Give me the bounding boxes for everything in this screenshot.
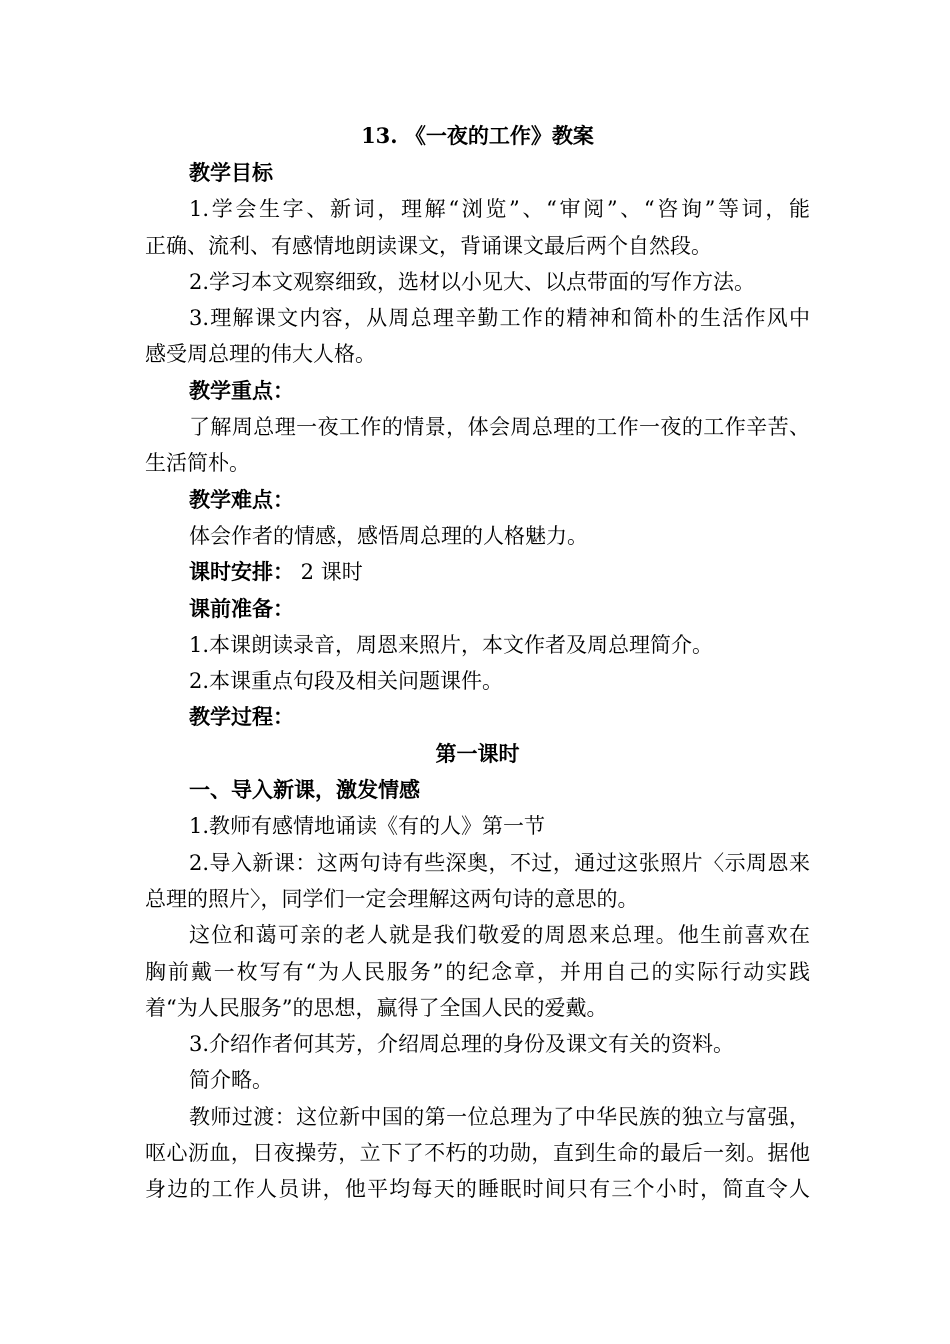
heading-objectives: 教学目标 <box>189 160 273 185</box>
transition-line-3: 身边的工作人员讲，他平均每天的睡眠时间只有三个小时，简直令人 <box>145 1177 810 1202</box>
objective-1-line-2: 正确、流利、有感情地朗读课文，背诵课文最后两个自然段。 <box>145 233 712 258</box>
schedule-row <box>145 554 810 590</box>
objective-1-line-1: 1.学会生字、新词，理解“浏览”、“审阅”、“咨询”等词，能 <box>189 197 810 222</box>
part-1-title: 一、导入新课，激发情感 <box>189 777 420 803</box>
process-step-1: 1.教师有感情地诵读《有的人》第一节 <box>189 814 546 839</box>
document-page <box>145 117 810 1208</box>
process-step-2-line-1: 2.导入新课：这两句诗有些深奥，不过，通过这张照片〈示周恩来 <box>189 850 810 875</box>
transition-line-1: 教师过渡：这位新中国的第一位总理为了中华民族的独立与富强， <box>189 1104 810 1129</box>
document-title: 13. 《一夜的工作》教案 <box>361 123 594 148</box>
schedule-value: 2 课时 <box>294 560 363 585</box>
paragraph-zhou-line-1: 这位和蔼可亲的老人就是我们敬爱的周恩来总理。他生前喜欢在 <box>189 923 810 948</box>
preparation-1: 1.本课朗读录音，周恩来照片，本文作者及周总理简介。 <box>189 632 714 657</box>
process-step-3: 3.介绍作者何其芳，介绍周总理的身份及课文有关的资料。 <box>189 1032 735 1057</box>
key-points-line-2: 生活简朴。 <box>145 451 250 476</box>
objective-2: 2.学习本文观察细致，选材以小见大、以点带面的写作方法。 <box>189 269 756 294</box>
schedule-label: 课时安排： <box>189 559 294 585</box>
heading-key-points: 教学重点： <box>189 377 294 403</box>
preparation-2: 2.本课重点句段及相关问题课件。 <box>189 669 504 694</box>
heading-process: 教学过程： <box>189 704 294 730</box>
key-points-line-1: 了解周总理一夜工作的情景，体会周总理的工作一夜的工作辛苦、 <box>189 415 810 440</box>
objective-3-line-1: 3.理解课文内容，从周总理辛勤工作的精神和简朴的生活作风中 <box>189 306 810 331</box>
brief-omitted: 简介略。 <box>189 1068 273 1093</box>
heading-difficulties: 教学难点： <box>189 486 294 512</box>
transition-line-2: 呕心沥血，日夜操劳，立下了不朽的功勋，直到生命的最后一刻。据他 <box>145 1141 810 1166</box>
paragraph-zhou-line-3: 着“为人民服务”的思想，赢得了全国人民的爱戴。 <box>145 995 608 1020</box>
objective-3-line-2: 感受周总理的伟大人格。 <box>145 342 376 367</box>
process-step-2-line-2: 总理的照片〉，同学们一定会理解这两句诗的意思的。 <box>145 886 639 911</box>
lesson-1-title: 第一课时 <box>435 740 520 766</box>
paragraph-zhou-line-2: 胸前戴一枚写有“为人民服务”的纪念章，并用自己的实际行动实践 <box>145 959 810 984</box>
difficulties-text: 体会作者的情感，感悟周总理的人格魅力。 <box>189 523 588 548</box>
heading-preparation: 课前准备： <box>189 595 294 621</box>
